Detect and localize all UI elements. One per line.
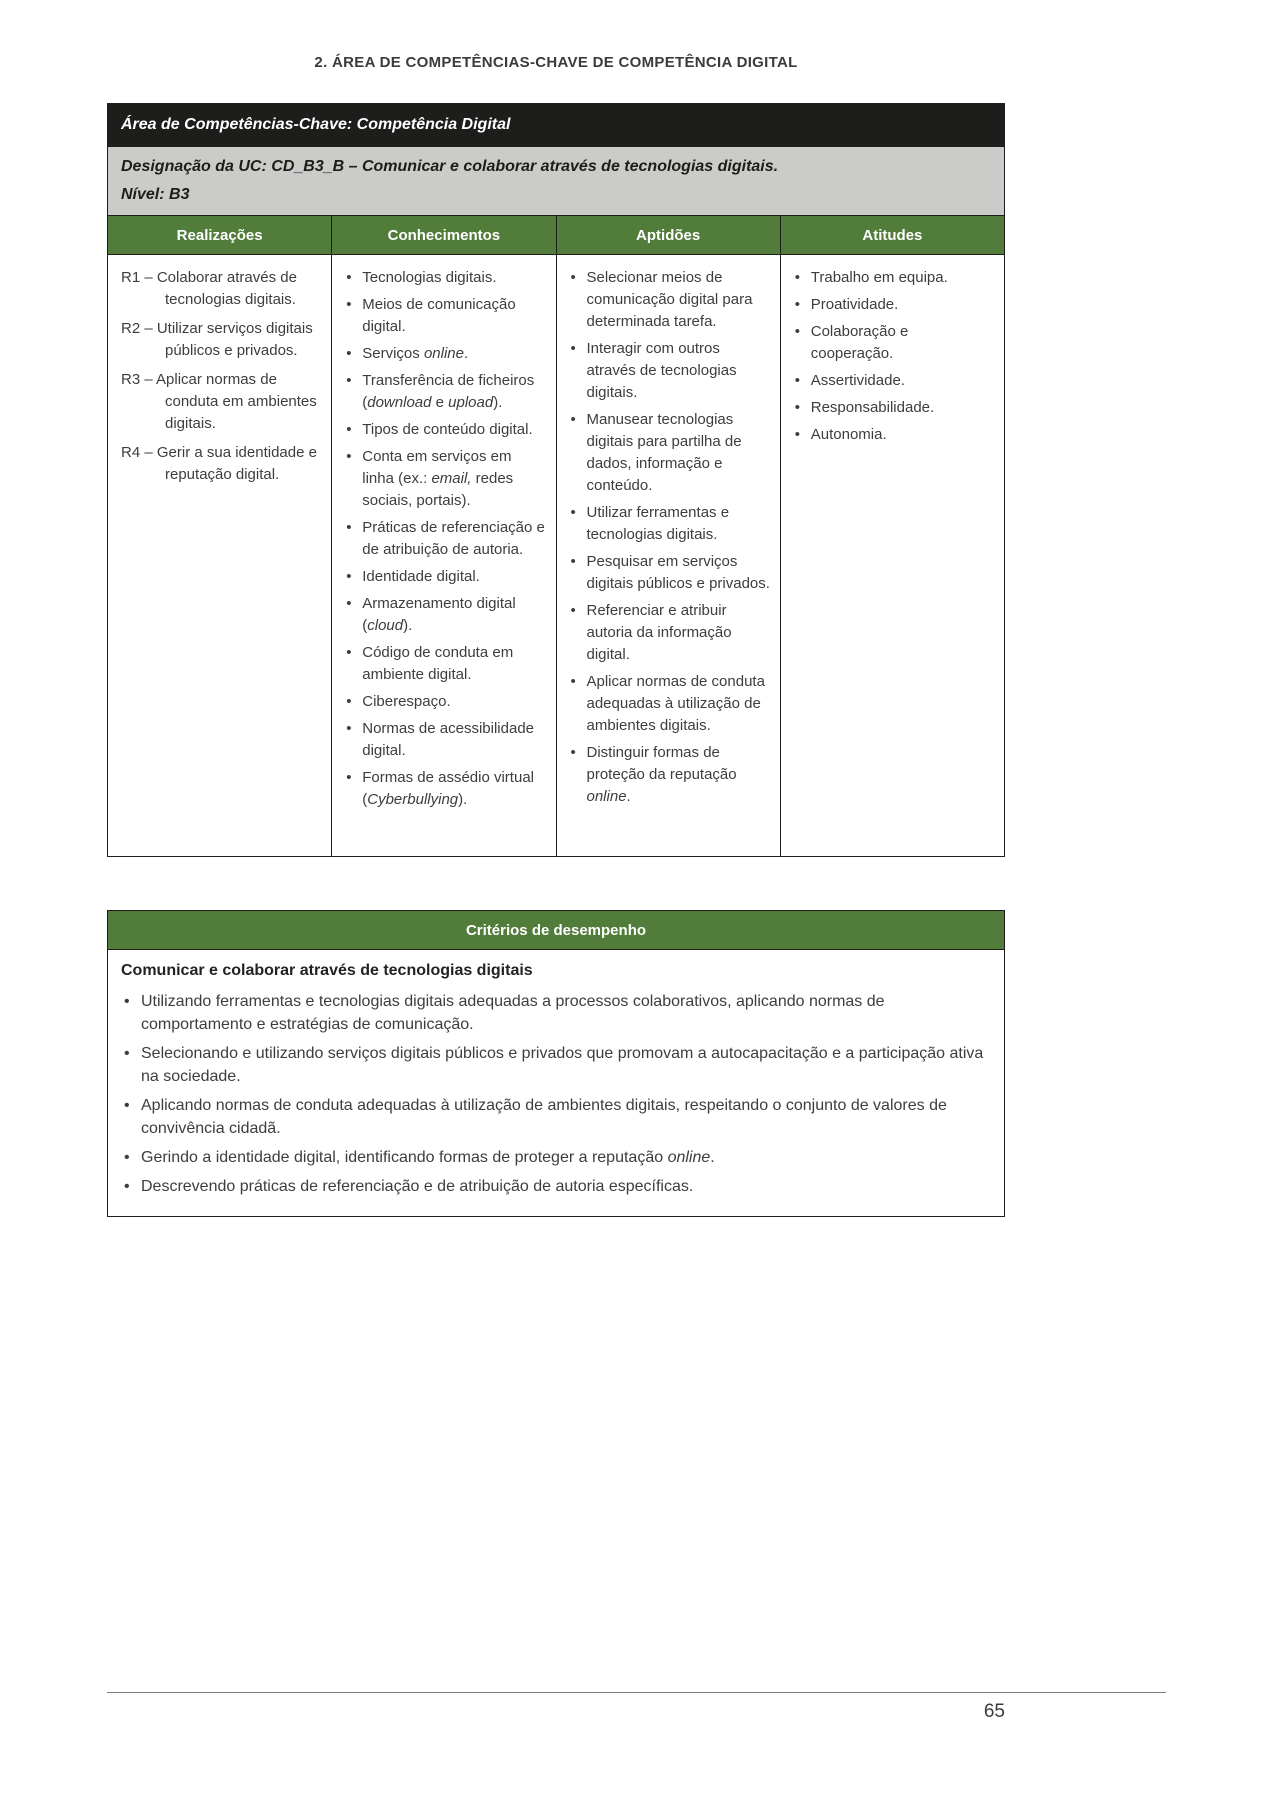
conhecimento-item: • Transferência de ficheiros (download e upload). [345,370,546,414]
criteria-item: • Descrevendo práticas de referenciação e de atribuição de autoria específicas. [121,1175,991,1198]
aptidao-item: • Distinguir formas de proteção da reputação online. [570,742,771,808]
realizacao-item: R4 – Gerir a sua identidade e reputação digital. [121,444,317,483]
column-header-atitudes: Atitudes [780,216,1004,254]
footer-rule [107,1692,1166,1693]
atitude-item: • Autonomia. [794,424,995,446]
aptidao-item: • Selecionar meios de comunicação digital para determinada tarefa. [570,267,771,333]
criteria-item: • Utilizando ferramentas e tecnologias digitais adequadas a processos colaborativos, aplicando normas de comportamento e estratégias de comunicação. [121,990,991,1036]
conhecimento-item: • Formas de assédio virtual (Cyberbullying). [345,767,546,811]
aptidao-item: • Referenciar e atribuir autoria da informação digital. [570,600,771,666]
atitude-item: • Proatividade. [794,294,995,316]
aptidao-item: • Utilizar ferramentas e tecnologias digitais. [570,502,771,546]
atitudes-cell [780,255,1004,856]
conhecimentos-list [345,267,546,811]
atitude-item: • Trabalho em equipa. [794,267,995,289]
conhecimento-item: • Tecnologias digitais. [345,267,546,289]
conhecimentos-cell [331,255,555,856]
conhecimento-item: • Normas de acessibilidade digital. [345,718,546,762]
uc-designation: Designação da UC: CD_B3_B – Comunicar e colaborar através de tecnologias digitais. [121,158,779,175]
uc-table [107,103,1005,857]
conhecimento-item: • Armazenamento digital (cloud). [345,593,546,637]
column-header-conhecimentos: Conhecimentos [331,216,555,254]
conhecimento-item: • Meios de comunicação digital. [345,294,546,338]
aptidao-item: • Aplicar normas de conduta adequadas à utilização de ambientes digitais. [570,671,771,737]
column-header-realizacoes: Realizações [108,216,331,254]
aptidao-item: • Manusear tecnologias digitais para partilha de dados, informação e conteúdo. [570,409,771,497]
realizacoes-cell [108,255,331,856]
conhecimento-item: • Tipos de conteúdo digital. [345,419,546,441]
page-number: 65 [983,1701,1005,1722]
atitude-item: • Responsabilidade. [794,397,995,419]
criteria-table [107,910,1005,1217]
criteria-item: • Selecionando e utilizando serviços digitais públicos e privados que promovam a autocapacitação e a participação ativa na sociedade. [121,1042,991,1088]
area-title-bar [108,104,1004,146]
conhecimento-item: • Identidade digital. [345,566,546,588]
atitude-item: • Assertividade. [794,370,995,392]
conhecimento-item: • Práticas de referenciação e de atribuição de autoria. [345,517,546,561]
conhecimento-item: • Ciberespaço. [345,691,546,713]
conhecimento-item: • Serviços online. [345,343,546,365]
uc-level: Nível: B3 [121,186,190,203]
atitude-item: • Colaboração e cooperação. [794,321,995,365]
realizacao-item: R1 – Colaborar através de tecnologias digitais. [121,269,297,308]
criteria-header: Critérios de desempenho [108,911,1004,949]
conhecimento-item: • Código de conduta em ambiente digital. [345,642,546,686]
criteria-item: • Gerindo a identidade digital, identificando formas de proteger a reputação online. [121,1146,991,1169]
chapter-heading: 2. ÁREA DE COMPETÊNCIAS-CHAVE DE COMPETÊNCIA DIGITAL [314,54,798,71]
criteria-item: • Aplicando normas de conduta adequadas à utilização de ambientes digitais, respeitando o conjunto de valores de convivência cidadã. [121,1094,991,1140]
area-title: Área de Competências-Chave: Competência Digital [121,116,511,133]
column-header-row [108,215,1004,254]
criteria-list [121,990,991,1198]
aptidoes-list [570,267,771,808]
aptidao-item: • Interagir com outros através de tecnologias digitais. [570,338,771,404]
column-header-aptidoes: Aptidões [556,216,780,254]
criteria-subtitle: Comunicar e colaborar através de tecnologias digitais [121,962,533,979]
criteria-body [108,949,1004,1216]
conhecimento-item: • Conta em serviços em linha (ex.: email, redes sociais, portais). [345,446,546,512]
table-body [108,254,1004,856]
aptidao-item: • Pesquisar em serviços digitais públicos e privados. [570,551,771,595]
realizacao-item: R2 – Utilizar serviços digitais públicos e privados. [121,320,313,359]
realizacao-item: R3 – Aplicar normas de conduta em ambientes digitais. [121,371,317,432]
aptidoes-cell [556,255,780,856]
uc-designation-bar [108,146,1004,215]
atitudes-list [794,267,995,446]
